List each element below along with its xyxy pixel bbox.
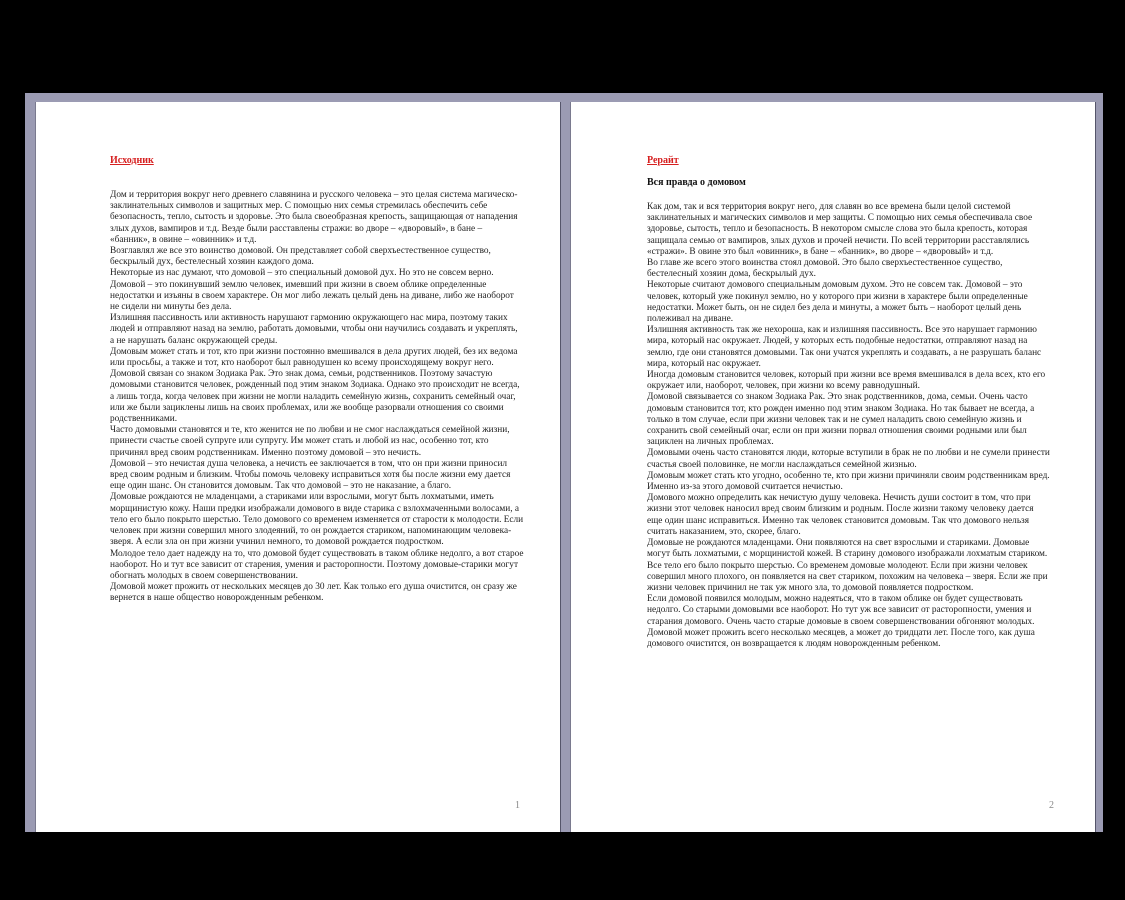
paragraph: Домовым может стать и тот, кто при жизни постоянно вмешивался в дела других людей, без их ведома или просьбы, а также и тот, кто наоборот был равнодушен ко всему происходящему вокруг него. Домовой связан со знаком Зодиака Рак. Это знак дома, семьи, родственников. Поэтому зачастую домовыми становится человек, рожденный под этим знаком Зодиака. Однако это происходит не всегда, а лишь тогда, когда человек при жизни не могли наладить семейную жизнь, сохранить семейный очаг, или же были зациклены лишь на своих проблемах, или же вообще разорвали отношения со своими родственниками. [110, 346, 520, 425]
paragraph: Домовые рождаются не младенцами, а стариками или взрослыми, могут быть лохматыми, иметь морщинистую кожу. Наши предки изображали домового в виде старика с взлохмаченными волосами, а тело его было покрыто шерстью. Тело домового со временем изменяется от старости к молодости. Если человек при жизни совершил много злодеяний, то он рождается стариком, напоминающим человека-зверя. А если зла он при жизни учинил немного, то домовой рождается подростком. [110, 492, 524, 548]
paragraph: Иногда домовым становится человек, который при жизни все время вмешивался в дела всех, кто его окружает или, наоборот, человек, при жизни ко всему равнодушный. [647, 370, 1046, 392]
paragraph: Излишняя пассивность или активность нарушают гармонию окружающего нас мира, поэтому таких людей и отправляют назад на землю, работать домовыми, чтобы они научились создавать и укреплять, а не нарушать баланс окружающей среды. [110, 313, 518, 346]
article-title: Вся правда о домовом [647, 177, 746, 188]
paragraph: Молодое тело дает надежду на то, что домовой будет существовать в таком облике недолго, а вот старое наоборот. Но и тут все зависит от старения, умения и расторопности. Поэтому домовые-старики могут обогнать молодых в своем совершенствовании. [110, 548, 524, 581]
paragraph: Как дом, так и вся территория вокруг него, для славян во все времена были целой системой заклинательных и магических символов и мер защиты. С помощью них семья обеспечивала свое здоровье, сытость, тепло и безопасность. В некотором смысле слова это была крепость, которая защищала семью от вампиров, злых духов и прочей нечисти. По всей территории расставлялись «стражи». В овине это был «овинник», в бане – «банник», во дворе – «дворовый» и т.д. [647, 202, 1033, 257]
page-text[interactable] [647, 202, 1051, 650]
paragraph: Домовыми очень часто становятся люди, которые вступили в брак не по любви и не сумели принести счастья своей половинке, не могли наслаждаться семейной жизнью. [647, 448, 1050, 470]
paragraph: Если домовой появился молодым, можно надеяться, что в таком облике он будет существовать недолго. Со старыми домовыми все наоборот. Но тут уж все зависит от расторопности, умения и старания домового. Очень часто старые домовые в своем совершенствовании обгоняют молодых. [647, 594, 1035, 627]
paragraph: Излишняя активность так же нехороша, как и излишняя пассивность. Все это нарушает гармонию мира, который нас окружает. Людей, у которых есть подобные недостатки, отправляют назад на землю, где они становятся домовыми. Так они учатся укреплять и создавать, а не разрушать баланс мира, который нас окружает. [647, 325, 1042, 369]
paragraph: Некоторые считают домового специальным домовым духом. Это не совсем так. Домовой – это человек, который уже покинул землю, но у которого при жизни в характере были определенные недостатки. Может быть, он не сидел без дела и минуты, а может быть – наоборот целый день полеживал на диване. [647, 280, 1028, 325]
page-number: 2 [1049, 800, 1054, 811]
page-body [647, 154, 1051, 650]
paragraph: Домовым может стать кто угодно, особенно те, кто при жизни причиняли своим родственникам вред. Именно из-за этого домовой считается нечистью. [647, 470, 1050, 493]
page-number: 1 [515, 800, 520, 811]
paragraph: Домового можно определить как нечистую душу человека. Нечисть души состоит в том, что при жизни этот человек наносил вред своим близким и родным. После жизни такому человеку дается еще один шанс исправиться. Именно так человек становится домовым. Так что домового нельзя считать наказанием, это, скорее, благо. [647, 493, 1034, 537]
page-heading: Исходник [110, 155, 154, 166]
paragraph: Во главе же всего этого воинства стоял домовой. Это было сверхъестественное существо, бестелесный хозяин дома, бескрылый дух. [647, 258, 1003, 280]
paragraph: Возглавлял же все это воинство домовой. Он представляет собой сверхъестественное существо, бескрылый дух, бестелесный хозяин каждого дома. [110, 246, 491, 268]
page-heading: Рерайт [647, 155, 679, 166]
paragraph: Некоторые из нас думают, что домовой – это специальный домовой дух. Но это не совсем верно. Домовой – это покинувший землю человек, имевший при жизни в своем облике определенные недостатки и изъяны в своем характере. Он мог либо лежать целый день на диване, либо же наоборот не сидели ни минуты без дела. [110, 268, 514, 313]
paragraph: Домовой может прожить всего несколько месяцев, а может до тридцати лет. После того, как душа домового очистится, он возвращается к людям новорожденным ребенком. [647, 627, 1035, 649]
paragraph: Часто домовыми становятся и те, кто женится не по любви и не смог наслаждаться семейной жизни, принести счастье своей супруге или супругу. Им может стать и любой из нас, особенно тот, кто причинял вред своим родственникам. Именно поэтому домовой – это нечисть. [110, 425, 510, 458]
paragraph: Домовой – это нечистая душа человека, а нечисть ее заключается в том, что он при жизни приносил вред своим родным и близким. Чтобы помочь человеку исправиться хотя бы после жизни ему дается еще один шанс. Он становится домовым. Так что домовой – это не наказание, а благо. [110, 458, 511, 492]
document-page-1[interactable] [35, 102, 561, 832]
document-workspace [25, 93, 1103, 832]
page-body [110, 154, 524, 605]
paragraph: Домовой может прожить от нескольких месяцев до 30 лет. Как только его душа очистится, он сразу же вернется в наше общество новорожденным ребенком. [110, 582, 517, 604]
document-page-2[interactable] [570, 102, 1096, 832]
page-text[interactable] [110, 190, 524, 605]
paragraph: Домовой связывается со знаком Зодиака Рак. Это знак родственников, дома, семьи. Очень часто домовым становится тот, кто рожден именно под этим знаком Зодиака. Но так бывает не всегда, а только в том случае, если при жизни человек так и не сумел наладить свою семейную жизнь и сохранить свой семейный очаг, если он при жизни порвал отношения своими родными или был зациклен на личных проблемах. [647, 392, 1035, 448]
paragraph: Дом и территория вокруг него древнего славянина и русского человека – это целая система магическо-заклинательных символов и защитных мер. С помощью них семья стремилась обеспечить себе безопасность, тепло, сытость и здоровье. Это была своеобразная крепость, защищающая от нападения злых духов, вампиров и т.д. Везде были расставлены стражи: во дворе – «дворовый», в бане – «банник», в овине – «овинник» и т.д. [110, 190, 518, 245]
paragraph: Домовые не рождаются младенцами. Они появляются на свет взрослыми и стариками. Домовые могут быть лохматыми, с морщинистой кожей. В старину домового изображали лохматым стариком. Все тело его было покрыто шерстью. Со временем домовые молодеют. Если при жизни человек совершил много плохого, он появляется на свет стариком, похожим на человека – зверя. Если же при жизни человек причинил не так уж много зла, то домовой появляется подростком. [647, 538, 1048, 593]
